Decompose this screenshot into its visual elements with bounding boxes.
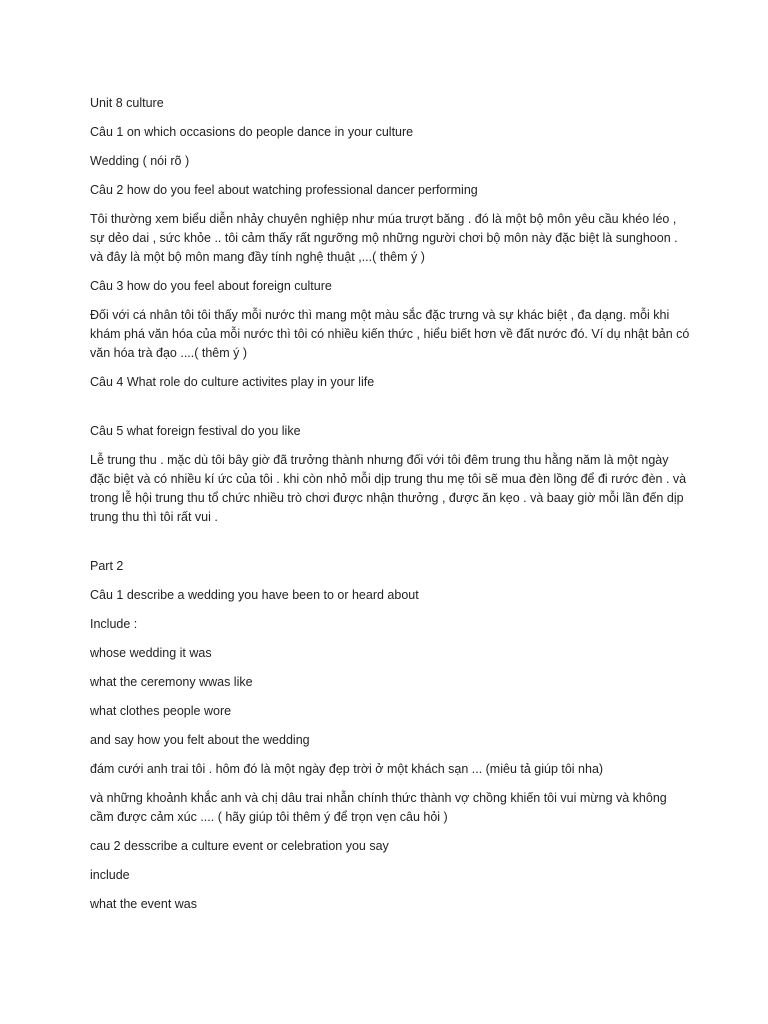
- question-5: Câu 5 what foreign festival do you like: [90, 424, 301, 438]
- part2-question-1: Câu 1 describe a wedding you have been to or heard about: [90, 588, 419, 602]
- answer-5: Lễ trung thu . mặc dù tôi bây giờ đã trưởng thành nhưng đối với tôi đêm trung thu hằng năm là một ngày đặc biệt và có nhiều kí ức của tôi . khi còn nhỏ mỗi dịp trung thu mẹ tôi sẽ mua đèn lồng để đi rước đèn . và trong lễ hội trung thu tổ chức nhiều trò chơi được nhận thưởng , được ăn kẹo . và baay giờ mỗi lần đến dịp trung thu thì tôi rất vui .: [90, 453, 687, 524]
- section-gap: [90, 537, 690, 557]
- part2-q2-point-1: what the event was: [90, 897, 198, 911]
- part2-answer-2: và những khoảnh khắc anh và chị dâu trai nhẫn chính thức thành vợ chồng khiến tôi vui mừng và không cầm được cảm xúc .... ( hãy giúp tôi thêm ý để trọn vẹn câu hỏi ): [90, 791, 667, 824]
- part2-answer-1: đám cưới anh trai tôi . hôm đó là một ngày đẹp trời ở một khách sạn ... (miêu tả giúp tôi nha): [90, 762, 604, 776]
- question-3: Câu 3 how do you feel about foreign culture: [90, 279, 332, 293]
- blank-answer-4: [90, 402, 690, 422]
- question-4: Câu 4 What role do culture activites play in your life: [90, 375, 375, 389]
- document-title: Unit 8 culture: [90, 96, 164, 110]
- part2-q2-include-label: include: [90, 868, 130, 882]
- part2-point-2: what the ceremony wwas like: [90, 675, 253, 689]
- part2-point-3: what clothes people wore: [90, 704, 232, 718]
- answer-1: Wedding ( nói rõ ): [90, 154, 190, 168]
- document-page: [90, 94, 690, 924]
- answer-2: Tôi thường xem biểu diễn nhảy chuyên nghiệp như múa trượt băng . đó là một bộ môn yêu cầu khéo léo , sự dẻo dai , sức khỏe .. tôi cảm thấy rất ngưỡng mộ những người chơi bộ môn này đặc biệt là sunghoon . và đây là một bộ môn mang đầy tính nghệ thuật ,...( thêm ý ): [90, 212, 678, 264]
- part2-heading: Part 2: [90, 559, 124, 573]
- answer-3: Đối với cá nhân tôi tôi thấy mỗi nước thì mang một màu sắc đặc trưng và sự khác biệt , đa dạng. mỗi khi khám phá văn hóa của mỗi nước thì tôi có nhiều kiến thức , hiểu biết hơn về đất nước đó. Ví dụ nhật bản có văn hóa trà đạo ....( thêm ý ): [90, 308, 690, 360]
- part2-question-2: cau 2 desscribe a culture event or celebration you say: [90, 839, 389, 853]
- part2-include-label: Include :: [90, 617, 138, 631]
- question-2: Câu 2 how do you feel about watching professional dancer performing: [90, 183, 478, 197]
- part2-point-4: and say how you felt about the wedding: [90, 733, 310, 747]
- question-1: Câu 1 on which occasions do people dance in your culture: [90, 125, 414, 139]
- part2-point-1: whose wedding it was: [90, 646, 212, 660]
